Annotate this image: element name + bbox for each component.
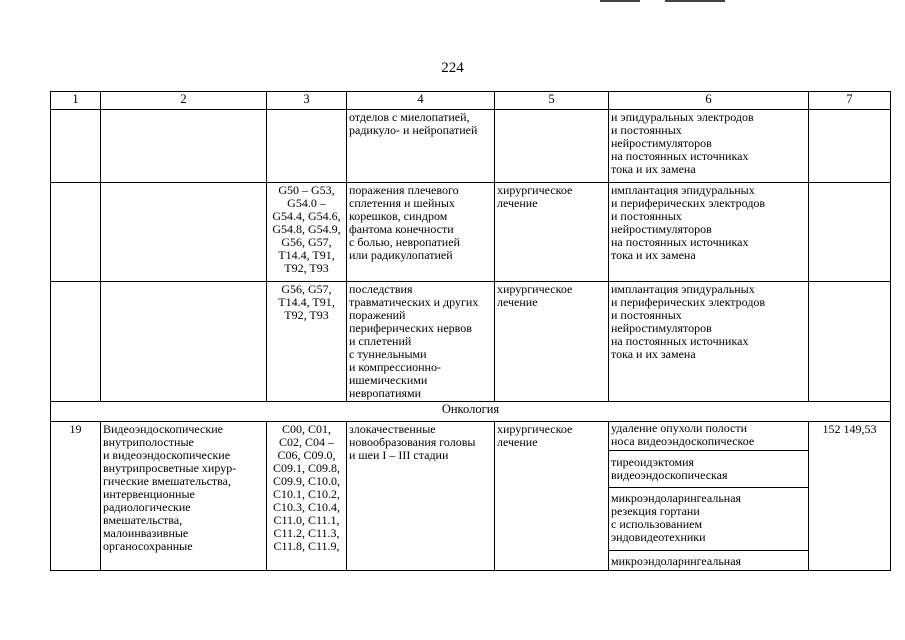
icd-code-line: T14.4, T91, <box>278 295 335 309</box>
icd-code-line: C11.8, C11.9, <box>273 539 340 553</box>
icd-code-line: C11.0, C11.1, <box>273 513 340 527</box>
icd-code-line: G54.4, G54.6, <box>272 209 341 223</box>
diagnosis-line: сплетения и шейных <box>349 196 455 210</box>
scan-edge-mark <box>665 0 725 2</box>
cost-cell: 152 149,53 <box>809 422 891 571</box>
item-number-cell <box>51 110 101 183</box>
method-line: микроэндоларингеальная <box>611 491 742 505</box>
method-line: тока и их замена <box>611 347 696 361</box>
diagnosis-line: отделов с миелопатией, <box>349 110 470 124</box>
section-row <box>51 402 891 422</box>
item-number-cell <box>51 183 101 282</box>
treatment-model-cell <box>495 282 609 402</box>
care-type-cell <box>101 110 267 183</box>
treatment-model-line: хирургическое <box>497 282 573 296</box>
icd-code-line: C09.9, C10.0, <box>272 474 340 488</box>
icd-code-line: C09.1, C09.8, <box>272 461 340 475</box>
treatment-model-line: хирургическое <box>497 183 573 197</box>
icd-code-line: G54.0 – <box>287 196 326 210</box>
treatment-model-line: хирургическое <box>497 422 573 436</box>
diagnosis-line: фантома конечности <box>349 222 454 236</box>
diagnosis-line: поражений <box>349 308 406 322</box>
care-type-cell <box>101 422 267 571</box>
treatment-method-cell <box>609 282 809 402</box>
icd-code-line: T92, T93 <box>284 261 329 275</box>
medical-care-table <box>50 91 891 571</box>
method-line: эндовидеотехники <box>611 530 706 544</box>
icd-code-line: C02, C04 – <box>278 435 334 449</box>
column-number: 2 <box>101 92 267 110</box>
method-line: на постоянных источниках <box>611 149 749 163</box>
method-line: нейростимуляторов <box>611 321 712 335</box>
scan-edge-mark <box>600 0 640 2</box>
icd-code-line: C06, C09.0, <box>277 448 336 462</box>
method-line: и эпидуральных электродов <box>611 110 754 124</box>
method-line: удаление опухоли полости <box>611 421 748 435</box>
icd-code-line: C10.1, C10.2, <box>272 487 340 501</box>
care-type-line: внутрипросветные хирур- <box>103 461 237 475</box>
diagnosis-line: злокачественные <box>349 422 436 436</box>
care-type-line: органосохранные <box>103 539 193 553</box>
diagnosis-cell <box>347 183 495 282</box>
table-row <box>51 422 891 571</box>
treatment-model-cell <box>495 110 609 183</box>
icd-code-line: G50 – G53, <box>278 183 335 197</box>
icd-codes-cell <box>267 422 347 571</box>
diagnosis-cell <box>347 282 495 402</box>
icd-codes-cell <box>267 110 347 183</box>
cost-cell <box>809 282 891 402</box>
diagnosis-line: корешков, синдром <box>349 209 448 223</box>
method-line: на постоянных источниках <box>611 235 749 249</box>
care-type-line: малоинвазивные <box>103 526 189 540</box>
diagnosis-line: радикуло- и нейропатией <box>349 123 478 137</box>
method-line: и периферических электродов <box>611 295 766 309</box>
care-type-line: вмешательства, <box>103 513 183 527</box>
diagnosis-cell <box>347 110 495 183</box>
diagnosis-line: с болью, невропатией <box>349 235 460 249</box>
method-line: и постоянных <box>611 209 682 223</box>
treatment-method-cell <box>609 110 809 183</box>
diagnosis-line: и компрессионно- <box>349 360 441 374</box>
column-number: 6 <box>609 92 809 110</box>
treatment-method-cell <box>609 183 809 282</box>
diagnosis-line: травматических и других <box>349 295 479 309</box>
section-title: Онкология <box>51 402 891 422</box>
treatment-model-line: лечение <box>497 196 538 210</box>
method-line: нейростимуляторов <box>611 222 712 236</box>
icd-codes-cell <box>267 282 347 402</box>
icd-code-line: C00, C01, <box>281 422 331 436</box>
method-line: и постоянных <box>611 308 682 322</box>
diagnosis-line: поражения плечевого <box>349 183 459 197</box>
care-type-line: гические вмешательства, <box>103 474 231 488</box>
method-block <box>609 488 808 551</box>
icd-code-line: G54.8, G54.9, <box>272 222 341 236</box>
icd-code-line: C11.2, C11.3, <box>273 526 340 540</box>
method-line: с использованием <box>611 517 703 531</box>
care-type-cell <box>101 282 267 402</box>
item-number-cell <box>51 282 101 402</box>
cost-cell <box>809 110 891 183</box>
method-line: видеоэндоскопическая <box>611 468 728 482</box>
care-type-line: радиологические <box>103 500 191 514</box>
diagnosis-line: новообразования головы <box>349 435 476 449</box>
method-block <box>609 422 808 451</box>
icd-codes-cell <box>267 183 347 282</box>
care-type-line: внутриполостные <box>103 435 194 449</box>
icd-code-line: T92, T93 <box>284 308 329 322</box>
icd-code-line: G56, G57, <box>281 235 332 249</box>
treatment-method-cell <box>609 422 809 571</box>
method-line: резекция гортани <box>611 504 700 518</box>
method-line: носа видеоэндоскопическое <box>611 434 755 448</box>
diagnosis-line: ишемическими <box>349 373 428 387</box>
diagnosis-line: последствия <box>349 282 413 296</box>
column-number: 3 <box>267 92 347 110</box>
method-line: микроэндоларингеальная <box>611 554 742 568</box>
cost-cell <box>809 183 891 282</box>
column-number: 7 <box>809 92 891 110</box>
diagnosis-line: или радикулопатией <box>349 248 453 262</box>
table-row <box>51 183 891 282</box>
care-type-cell <box>101 183 267 282</box>
diagnosis-cell <box>347 422 495 571</box>
treatment-model-cell <box>495 183 609 282</box>
care-type-line: и видеоэндоскопические <box>103 448 231 462</box>
column-number: 5 <box>495 92 609 110</box>
method-line: и постоянных <box>611 123 682 137</box>
diagnosis-line: и сплетений <box>349 334 412 348</box>
table-row <box>51 110 891 183</box>
diagnosis-line: невропатиями <box>349 386 422 400</box>
column-number: 4 <box>347 92 495 110</box>
method-block <box>609 551 808 570</box>
treatment-model-line: лечение <box>497 435 538 449</box>
column-number: 1 <box>51 92 101 110</box>
method-line: имплантация эпидуральных <box>611 183 755 197</box>
icd-code-line: C10.3, C10.4, <box>272 500 340 514</box>
page-number: 224 <box>441 60 464 76</box>
method-block <box>609 451 808 488</box>
method-line: на постоянных источниках <box>611 334 749 348</box>
method-line: тока и их замена <box>611 248 696 262</box>
method-line: и периферических электродов <box>611 196 766 210</box>
method-line: тока и их замена <box>611 162 696 176</box>
method-line: тиреоидэктомия <box>611 455 695 469</box>
table-row <box>51 282 891 402</box>
diagnosis-line: периферических нервов <box>349 321 472 335</box>
icd-code-line: T14.4, T91, <box>278 248 335 262</box>
method-line: нейростимуляторов <box>611 136 712 150</box>
treatment-model-cell <box>495 422 609 571</box>
icd-code-line: G56, G57, <box>281 282 332 296</box>
diagnosis-line: и шеи I – III стадии <box>349 448 449 462</box>
column-number-row <box>51 92 891 110</box>
treatment-model-line: лечение <box>497 295 538 309</box>
item-number-cell: 19 <box>51 422 101 571</box>
care-type-line: интервенционные <box>103 487 195 501</box>
method-line: имплантация эпидуральных <box>611 282 755 296</box>
diagnosis-line: с туннельными <box>349 347 427 361</box>
care-type-line: Видеоэндоскопические <box>103 422 223 436</box>
